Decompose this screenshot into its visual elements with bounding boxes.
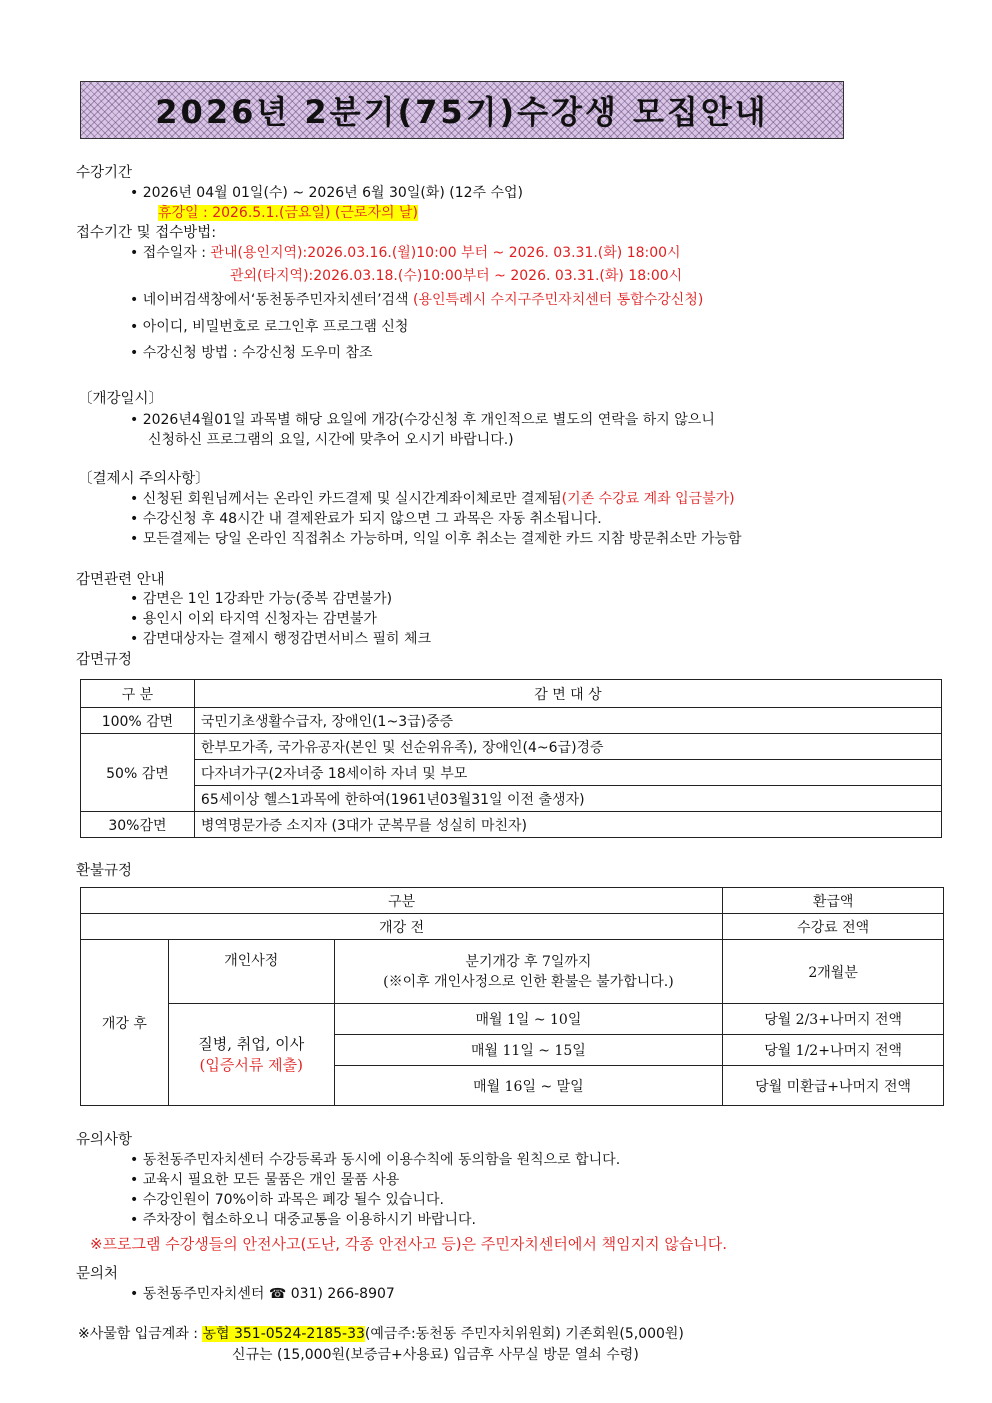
discount-info-item-3: • 감면대상자는 결제시 행정감면서비스 필히 체크 [130,631,431,647]
refund-amount-2: 당월 1/2+나머지 전액 [723,1035,944,1066]
locker-line-2: 신규는 (15,000원(보증금+사용료) 입금후 사무실 방문 열쇠 수령) [232,1347,639,1363]
discount-info-item-1: • 감면은 1인 1강좌만 가능(중복 감면불가) [130,591,393,607]
discount-100-label: 100% 감면 [81,708,195,734]
refund-before-label: 개강 전 [81,914,723,940]
refund-amount-1: 당월 2/3+나머지 전액 [723,1004,944,1035]
course-period-heading: 수강기간 [76,165,133,181]
refund-illness-line-2: (입증서류 제출) [199,1055,303,1074]
discount-table-heading: 감면규정 [76,652,133,668]
contact-line: • 동천동주민자치센터 ☎ 031) 266-8907 [130,1286,395,1302]
registration-heading: 접수기간 및 접수방법: [76,225,217,241]
safety-warning: ※프로그램 수강생들의 안전사고(도난, 각종 안전사고 등)은 주민자치센터에서 책임지지 않습니다. [90,1235,728,1253]
refund-personal-period-1: 분기개강 후 7일까지 [465,953,592,970]
login-line: • 아이디, 비밀번호로 로그인후 프로그램 신청 [130,319,409,335]
payment-line-2: • 수강신청 후 48시간 내 결제완료가 되지 않으면 그 과목은 자동 취소됩니다. [130,511,602,527]
refund-col-amount: 환급액 [723,888,944,914]
discount-col-target: 감 면 대 상 [194,680,941,708]
refund-period-2: 매월 11일 ~ 15일 [334,1035,723,1066]
locker-line-1 [78,1325,684,1343]
refund-period-3: 매월 16일 ~ 말일 [334,1066,723,1106]
refund-personal-amount: 2개월분 [723,940,944,1004]
course-period-line: • 2026년 04월 01일(수) ~ 2026년 6월 30일(화) (12주 수업) [130,185,523,201]
discount-50-target-2: 다자녀가구(2자녀중 18세이하 자녀 및 부모 [194,760,941,786]
refund-illness-line-1: 질병, 취업, 이사 [198,1034,305,1053]
discount-30-target: 병역명문가증 소지자 (3대가 군복무를 성실히 마친자) [194,812,941,838]
discount-100-target: 국민기초생활수급자, 장애인(1~3급)중증 [194,708,941,734]
refund-col-category: 구분 [81,888,723,914]
registration-outside: 관외(타지역):2026.03.18.(수)10:00부터 ~ 2026. 03.31.(화) 18:00시 [230,268,683,284]
notes-item-1: • 동천동주민자치센터 수강등록과 동시에 이용수칙에 동의함을 원칙으로 합니다. [130,1152,621,1168]
method-line: • 수강신청 방법 : 수강신청 도우미 참조 [130,345,373,361]
locker-prefix: ※사물함 입금계좌 : [78,1326,203,1342]
refund-after-label: 개강 후 [81,940,169,1106]
registration-date-line [130,244,681,262]
opening-line-1: • 2026년4월01일 과목별 해당 요일에 개강(수강신청 후 개인적으로 별도의 연락을 하지 않으니 [130,412,715,428]
table-row [81,914,944,940]
registration-inside: 관내(용인지역):2026.03.16.(월)10:00 부터 ~ 2026. 03.31.(화) 18:00시 [210,245,681,261]
refund-before-amount: 수강료 전액 [723,914,944,940]
refund-period-1: 매월 1일 ~ 10일 [334,1004,723,1035]
discount-col-category: 구 분 [81,680,195,708]
discount-info-heading: 감면관련 안내 [76,572,165,588]
discount-50-label: 50% 감면 [81,734,195,812]
notes-heading: 유의사항 [76,1132,133,1148]
locker-rest: (예금주:동천동 주민자치위원회) 기존회원(5,000원) [364,1326,684,1342]
title-banner [80,81,844,139]
table-row [81,812,942,838]
refund-personal-period [334,940,723,1004]
payment-line-1-red: (기존 수강료 계좌 입금불가) [561,491,735,507]
refund-illness-label [168,1004,334,1106]
table-row [81,786,942,812]
payment-line-1 [130,490,735,508]
contact-heading: 문의처 [76,1266,119,1282]
payment-heading: 〔결제시 주의사항〕 [78,471,210,487]
refund-personal-label: 개인사정 [168,940,334,1004]
notes-item-3: • 수강인원이 70%이하 과목은 폐강 될수 있습니다. [130,1192,444,1208]
table-row [81,680,942,708]
table-row [81,734,942,760]
discount-50-target-1: 한부모가족, 국가유공자(본인 및 선순위유족), 장애인(4~6급)경증 [194,734,941,760]
discount-50-target-3: 65세이상 헬스1과목에 한하여(1961년03월31일 이전 출생자) [194,786,941,812]
discount-table [80,679,942,838]
opening-heading: 〔개강일시〕 [78,391,164,407]
table-row [81,708,942,734]
refund-amount-3: 당월 미환급+나머지 전액 [723,1066,944,1106]
holiday-line [158,204,418,222]
holiday-text: 휴강일 : 2026.5.1.(금요일) (근로자의 날) [158,205,418,221]
notes-item-4: • 주차장이 협소하오니 대중교통을 이용하시기 바랍니다. [130,1212,477,1228]
payment-line-1-text: • 신청된 회원님께서는 온라인 카드결제 및 실시간계좌이체로만 결제됨 [130,491,562,507]
naver-search-red: (용인특례시 수지구주민자치센터 통합수강신청) [413,292,704,308]
page-title: 2026년 2분기(75기)수강생 모집안내 [155,93,769,131]
naver-search-text: • 네이버검색창에서‘동천동주민자치센터’검색 [130,292,414,308]
registration-date-label: • 접수일자 : [130,245,211,261]
refund-table [80,887,944,1106]
payment-line-3: • 모든결제는 당일 온라인 직접취소 가능하며, 익일 이후 취소는 결제한 카드 지참 방문취소만 가능함 [130,531,742,547]
table-row [81,940,944,1004]
opening-line-2: 신청하신 프로그램의 요일, 시간에 맞추어 오시기 바랍니다.) [148,432,514,448]
table-row [81,1004,944,1035]
notes-item-2: • 교육시 필요한 모든 물품은 개인 물품 사용 [130,1172,400,1188]
table-row [81,760,942,786]
naver-search-line [130,291,703,309]
refund-table-heading: 환불규정 [76,863,133,879]
discount-30-label: 30%감면 [81,812,195,838]
locker-account: 농협 351-0524-2185-33 [202,1326,365,1342]
table-row [81,888,944,914]
refund-personal-period-2: (※이후 개인사정으로 인한 환불은 불가합니다.) [383,973,674,990]
discount-info-item-2: • 용인시 이외 타지역 신청자는 감면불가 [130,611,377,627]
